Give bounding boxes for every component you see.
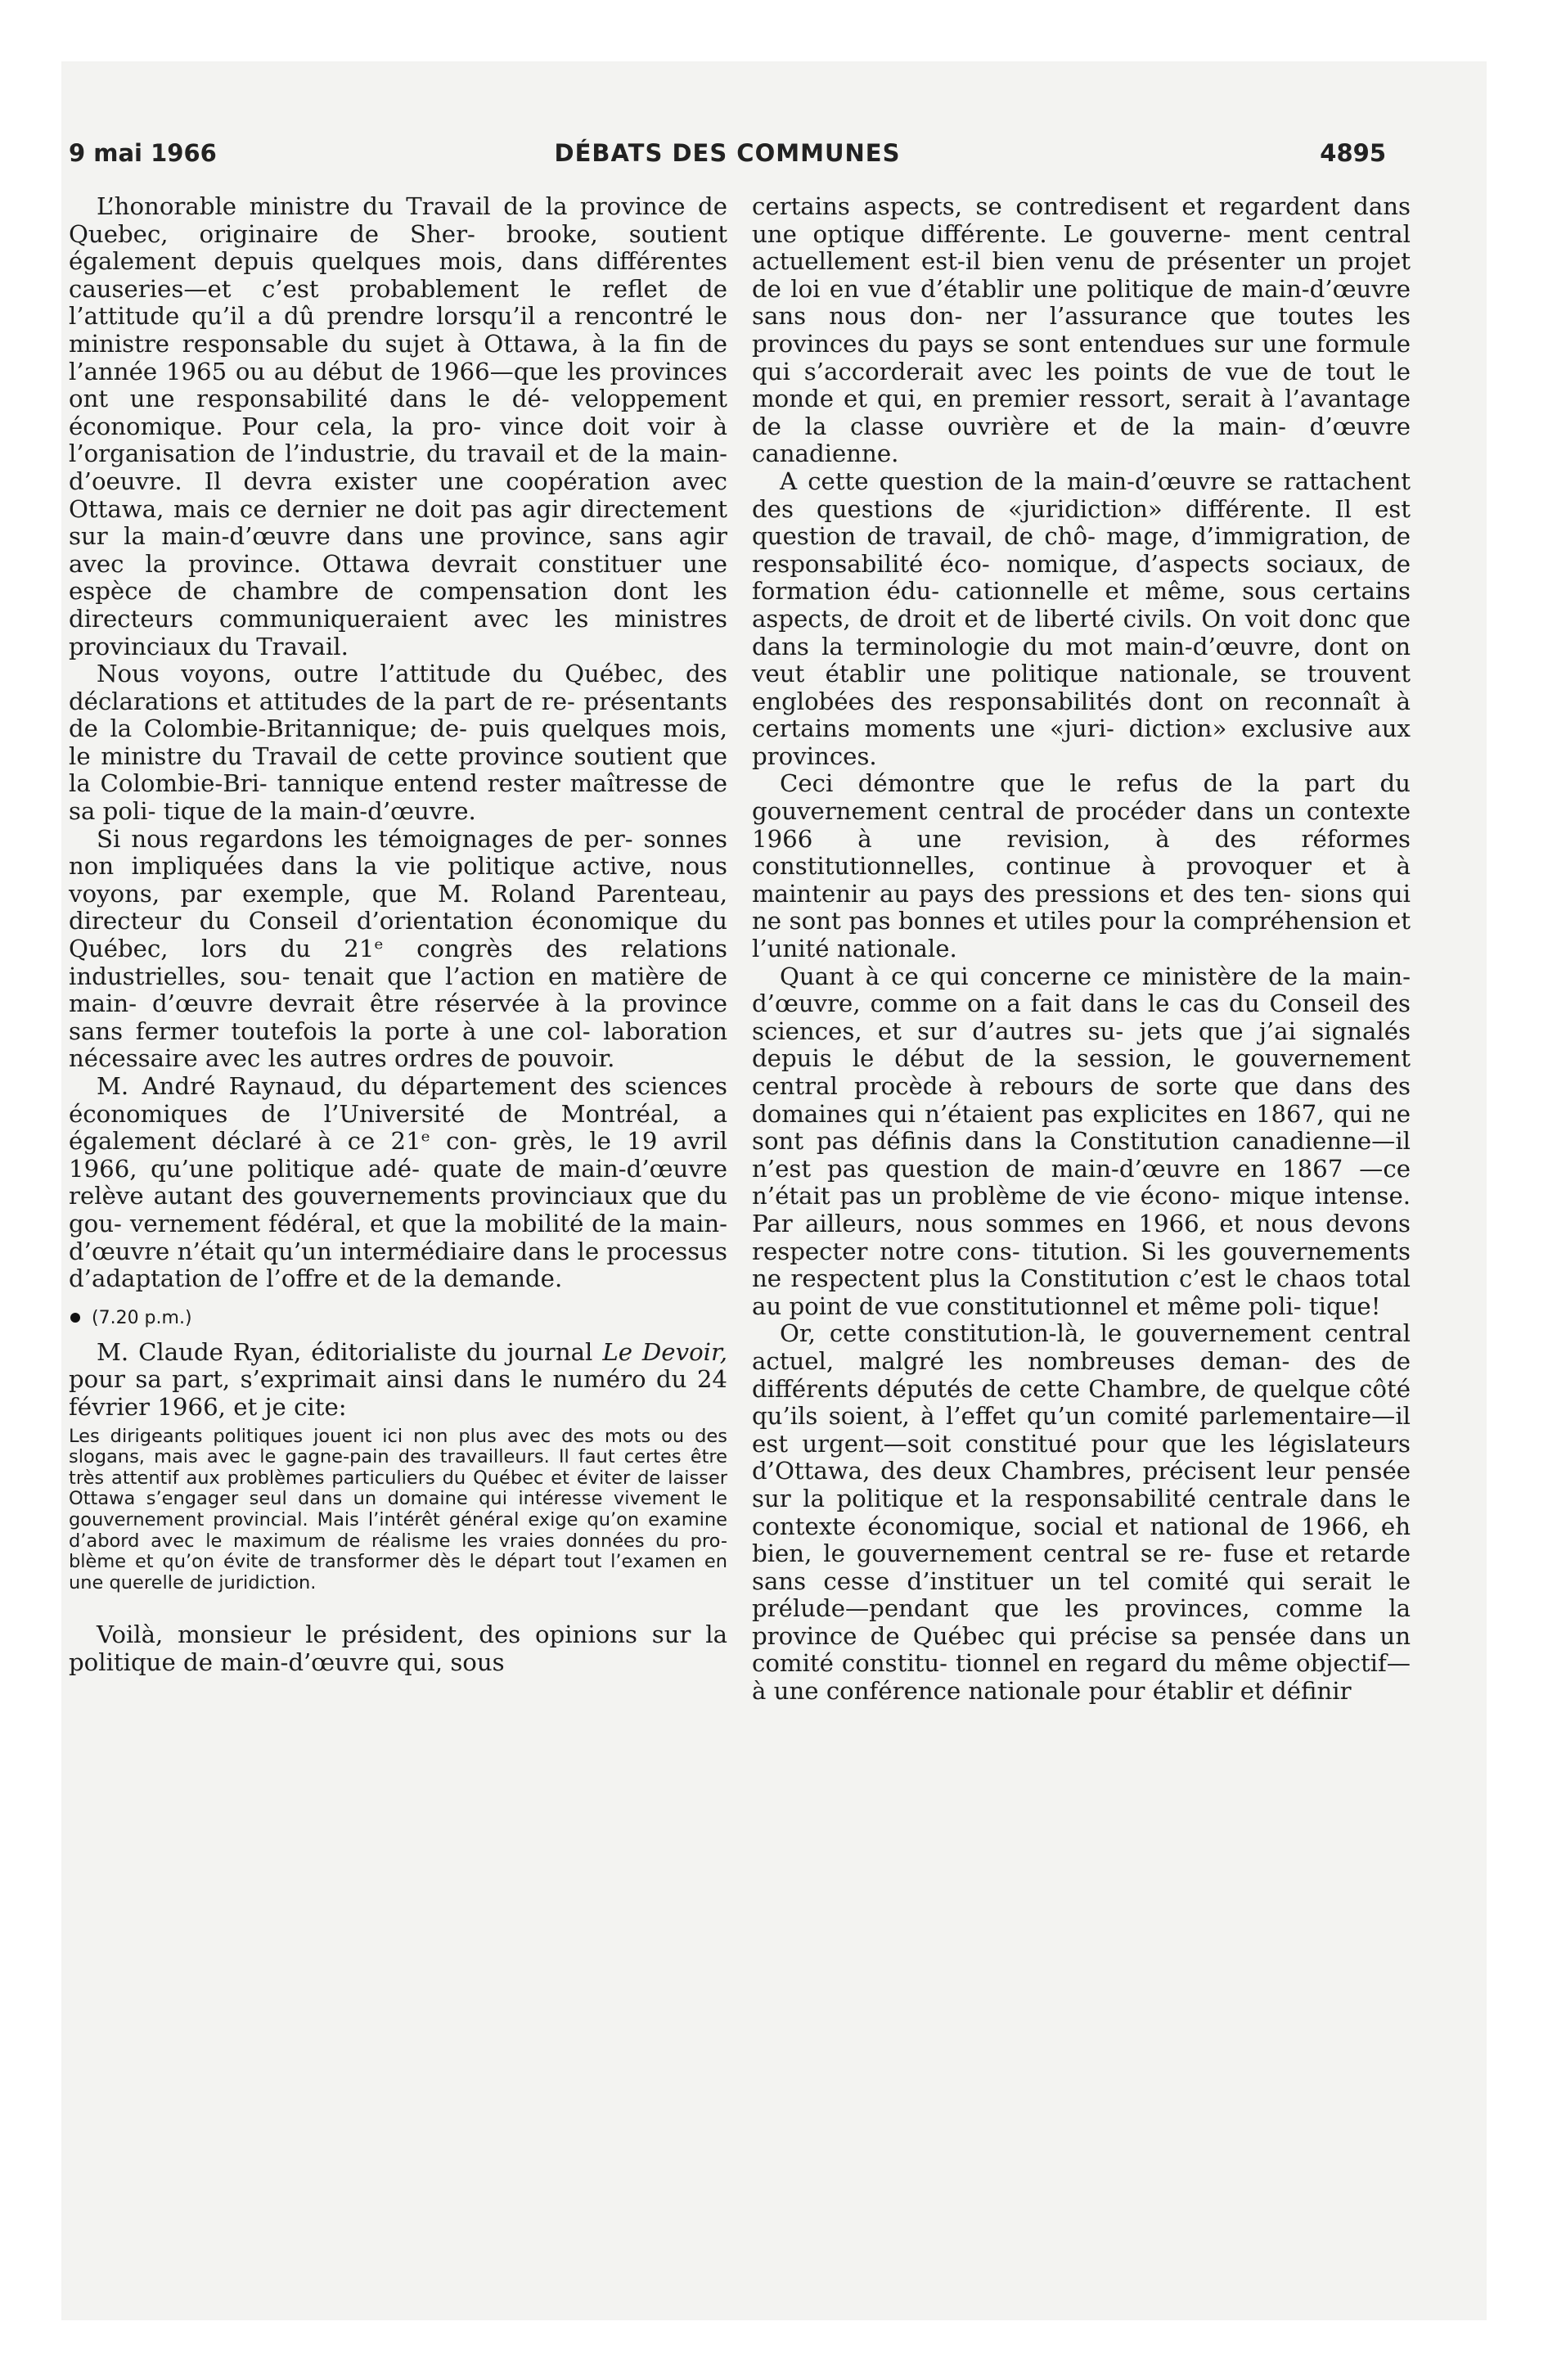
header-title: DÉBATS DES COMMUNES xyxy=(554,139,901,167)
left-column xyxy=(69,193,727,1676)
newspaper-title: Le Devoir, xyxy=(602,1337,728,1366)
paragraph: certains aspects, se contredisent et regardent dans une optique différente. Le gouverne- ment central actuellement est-il bien venu de présenter un projet de loi en vue d’établir une politique de main-d’œuvre sans nous don- ner l’assurance que toutes les provinces du pays se sont entendues sur une formule qui s’accorderait avec les points de vue de tout le monde et qui, en premier ressort, serait à l’avantage de la classe ouvrière et de la main- d’œuvre canadienne. xyxy=(752,192,1411,468)
right-column xyxy=(752,193,1411,1706)
paragraph: L’honorable ministre du Travail de la province de Quebec, originaire de Sher- brooke, soutient également depuis quelques mois, dans différentes causeries—et c’est probablement le reflet de l’attitude qu’il a dû prendre lorsqu’il a rencontré le ministre responsable du sujet à Ottawa, à la fin de l’année 1965 ou au début de 1966—que les provinces ont une responsabilité dans le dé- veloppement économique. Pour cela, la pro- vince doit voir à l’organisation de l’industrie, du travail et de la main-d’oeuvre. Il devra exister une coopération avec Ottawa, mais ce dernier ne doit pas agir directement sur la main-d’œuvre dans une province, sans agir avec la province. Ottawa devrait constituer une espèce de chambre de compensation dont les directeurs communiqueraient avec les ministres provinciaux du Travail. xyxy=(69,192,727,660)
time-text: (7.20 p.m.) xyxy=(92,1307,192,1328)
paragraph-text: pour sa part, s’exprimait ainsi dans le numéro du 24 février 1966, et je cite: xyxy=(69,1365,727,1421)
paragraph: Ceci démontre que le refus de la part du gouvernement central de procéder dans un contexte 1966 à une revision, à des réformes constitutionnelles, continue à provoquer et à maintenir au pays des pressions et des ten- sions qui ne sont pas bonnes et utiles pour la compréhension et l’unité nationale. xyxy=(752,769,1411,963)
paragraph xyxy=(69,1339,727,1422)
block-quote xyxy=(69,1427,727,1594)
paragraph: Quant à ce qui concerne ce ministère de la main-d’œuvre, comme on a fait dans le cas du Conseil des sciences, et sur d’autres su- jets que j’ai signalés depuis le début de la session, le gouvernement central procède à rebours de sorte que dans des domaines qui n’étaient pas explicites en 1867, qui ne sont pas définis dans la Constitution canadienne—il n’est pas question de main-d’œuvre en 1867 —ce n’était pas un problème de vie écono- mique intense. Par ailleurs, nous sommes en 1966, et nous devons respecter notre cons- titution. Si les gouvernements ne respectent plus la Constitution c’est le chaos total au point de vue constitutionnel et même poli- tique! xyxy=(752,962,1411,1320)
paragraph: Voilà, monsieur le président, des opinions sur la politique de main-d’œuvre qui, sous xyxy=(69,1620,727,1676)
quote-text: Les dirigeants politiques jouent ici non plus avec des mots ou des slogans, mais avec le gagne-pain des travailleurs. Il faut certes être très attentif aux problèmes particuliers du Québec et éviter de laisser Ottawa s’engager seul dans un domaine qui intéresse vivement le gouvernement provincial. Mais l’intérêt général exige qu’on examine d’abord avec le maximum de réalisme les vraies données du pro- blème et qu’on évite de transformer dès le départ tout l’examen en une querelle de juridiction. xyxy=(69,1425,727,1593)
header-date: 9 mai 1966 xyxy=(69,139,217,167)
page-header xyxy=(69,139,1386,172)
bullet-icon xyxy=(70,1313,80,1323)
paragraph: M. André Raynaud, du département des sciences économiques de l’Université de Montréal, a également déclaré à ce 21ᵉ con- grès, le 19 avril 1966, qu’une politique adé- quate de main-d’œuvre relève autant des gouvernements provinciaux que du gou- vernement fédéral, et que la mobilité de la main-d’œuvre n’était qu’un intermédiaire dans le processus d’adaptation de l’offre et de la demande. xyxy=(69,1072,727,1293)
paragraph: Nous voyons, outre l’attitude du Québec, des déclarations et attitudes de la part de re- présentants de la Colombie-Britannique; de- puis quelques mois, le ministre du Travail de cette province soutient que la Colombie-Bri- tannique entend rester maîtresse de sa poli- tique de la main-d’œuvre. xyxy=(69,660,727,826)
header-page-number: 4895 xyxy=(1320,139,1386,167)
paragraph: A cette question de la main-d’œuvre se rattachent des questions de «juridiction» différente. Il est question de travail, de chô- mage, d’immigration, de responsabilité éco- nomique, d’aspects sociaux, de formation édu- cationnelle et même, sous certains aspects, de droit et de liberté civils. On voit donc que dans la terminologie du mot main-d’œuvre, dont on veut établir une politique nationale, se trouvent englobées des responsabilités dont on reconnaît à certains moments une «juri- diction» exclusive aux provinces. xyxy=(752,467,1411,770)
time-marker xyxy=(69,1306,727,1331)
paragraph: Si nous regardons les témoignages de per- sonnes non impliquées dans la vie politique active, nous voyons, par exemple, que M. Roland Parenteau, directeur du Conseil d’orientation économique du Québec, lors du 21ᵉ congrès des relations industrielles, sou- tenait que l’action en matière de main- d’œuvre devrait être réservée à la province sans fermer toutefois la porte à une col- laboration nécessaire avec les autres ordres de pouvoir. xyxy=(69,824,727,1073)
paragraph: Or, cette constitution-là, le gouvernement central actuel, malgré les nombreuses deman- des de différents députés de cette Chambre, de quelque côté qu’ils soient, à l’effet qu’un comité parlementaire—il est urgent—soit constitué pour que les législateurs d’Ottawa, des deux Chambres, précisent leur pensée sur la politique et la responsabilité centrale dans le contexte économique, social et national de 1966, eh bien, le gouvernement central se re- fuse et retarde sans cesse d’instituer un tel comité qui serait le prélude—pendant que les provinces, comme la province de Québec qui précise sa pensée dans un comité constitu- tionnel en regard du même objectif—à une conférence nationale pour établir et définir xyxy=(752,1319,1411,1706)
paragraph-text: M. Claude Ryan, éditorialiste du journal xyxy=(97,1337,593,1366)
